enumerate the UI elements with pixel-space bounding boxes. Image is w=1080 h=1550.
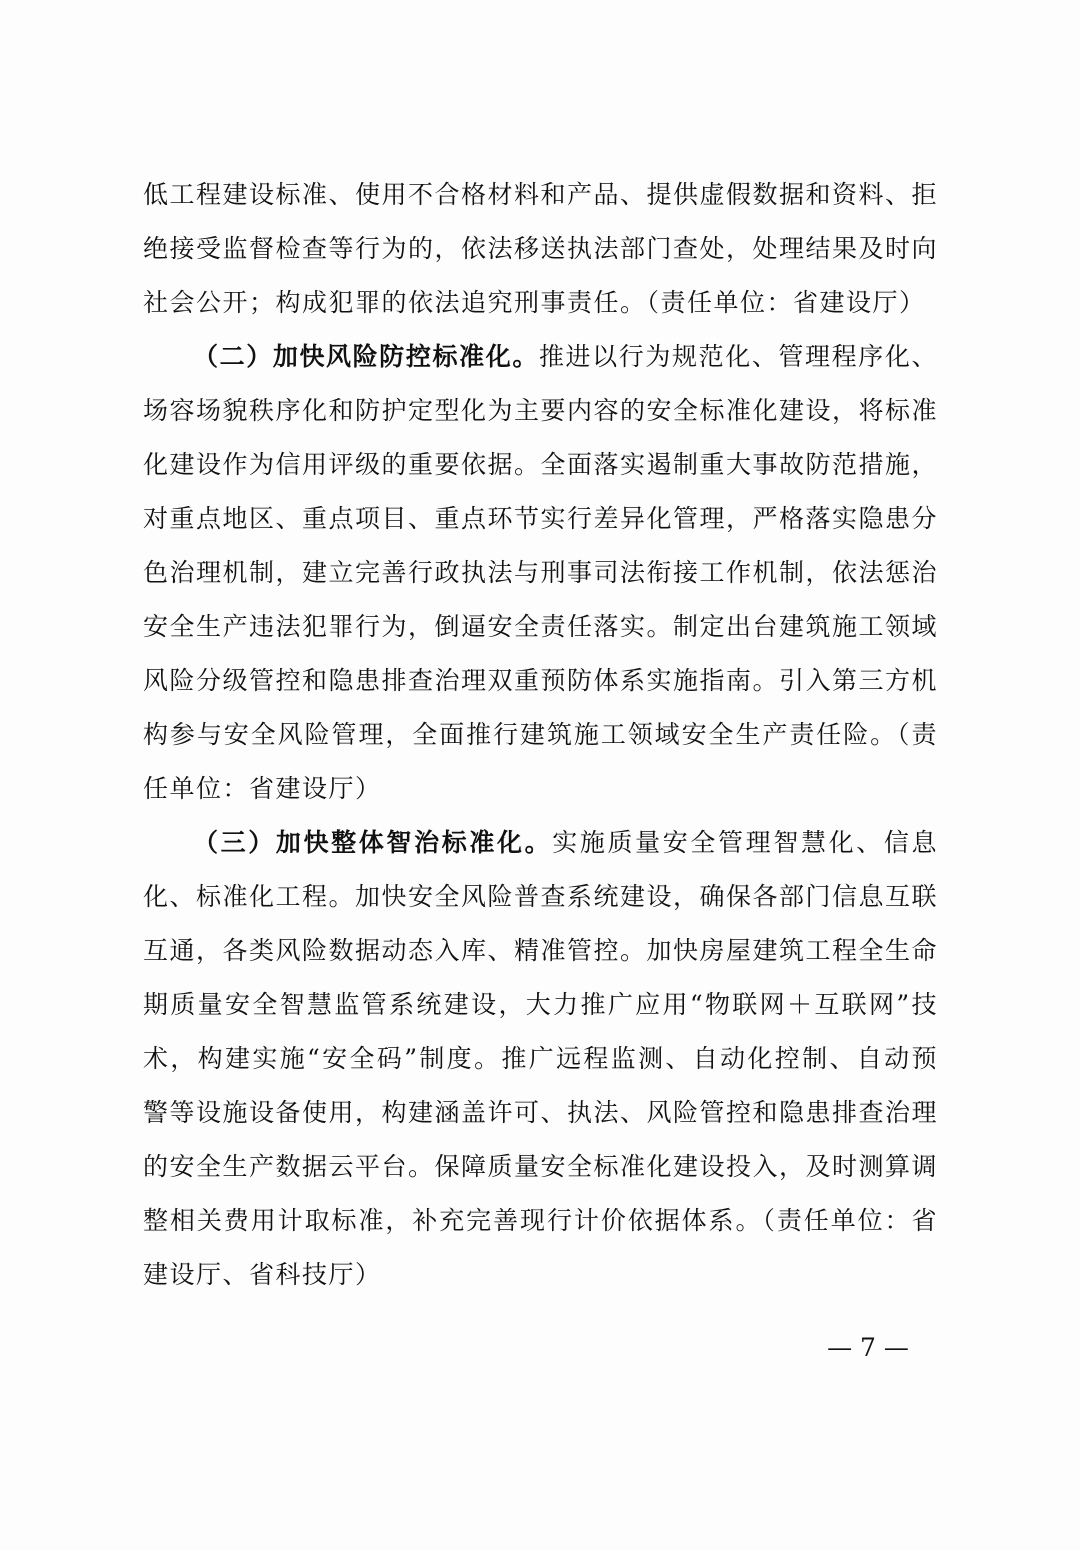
paragraph-risk-control — [143, 330, 938, 816]
paragraph-text: 低工程建设标准、使用不合格材料和产品、提供虚假数据和资料、拒绝接受监督检查等行为的，依法移送执法部门查处，处理结果及时向社会公开；构成犯罪的依法追究刑事责任。（责任单位：省建设厅） — [143, 180, 939, 317]
paragraph-smart-governance — [143, 816, 938, 1302]
section-heading: （二）加快风险防控标准化。 — [193, 342, 539, 371]
body-text — [143, 168, 938, 1302]
page-number: — 7 — — [827, 1333, 909, 1362]
paragraph-text: 实施质量安全管理智慧化、信息化、标准化工程。加快安全风险普查系统建设，确保各部门信息互联互通，各类风险数据动态入库、精准管控。加快房屋建筑工程全生命期质量安全智慧监管系统建设，大力推广应用“物联网＋互联网”技术，构建实施“安全码”制度。推广远程监测、自动化控制、自动预警等设施设备使用，构建涵盖许可、执法、风险管控和隐患排查治理的安全生产数据云平台。保障质量安全标准化建设投入，及时测算调整相关费用计取标准，补充完善现行计价依据体系。（责任单位：省建设厅、省科技厅） — [143, 828, 939, 1289]
paragraph-continuation — [143, 168, 938, 330]
section-heading: （三）加快整体智治标准化。 — [193, 828, 553, 857]
paragraph-text: 推进以行为规范化、管理程序化、场容场貌秩序化和防护定型化为主要内容的安全标准化建设，将标准化建设作为信用评级的重要依据。全面落实遏制重大事故防范措施，对重点地区、重点项目、重点环节实行差异化管理，严格落实隐患分色治理机制，建立完善行政执法与刑事司法衔接工作机制，依法惩治安全生产违法犯罪行为，倒逼安全责任落实。制定出台建筑施工领域风险分级管控和隐患排查治理双重预防体系实施指南。引入第三方机构参与安全风险管理，全面推行建筑施工领域安全生产责任险。（责任单位：省建设厅） — [143, 342, 939, 803]
